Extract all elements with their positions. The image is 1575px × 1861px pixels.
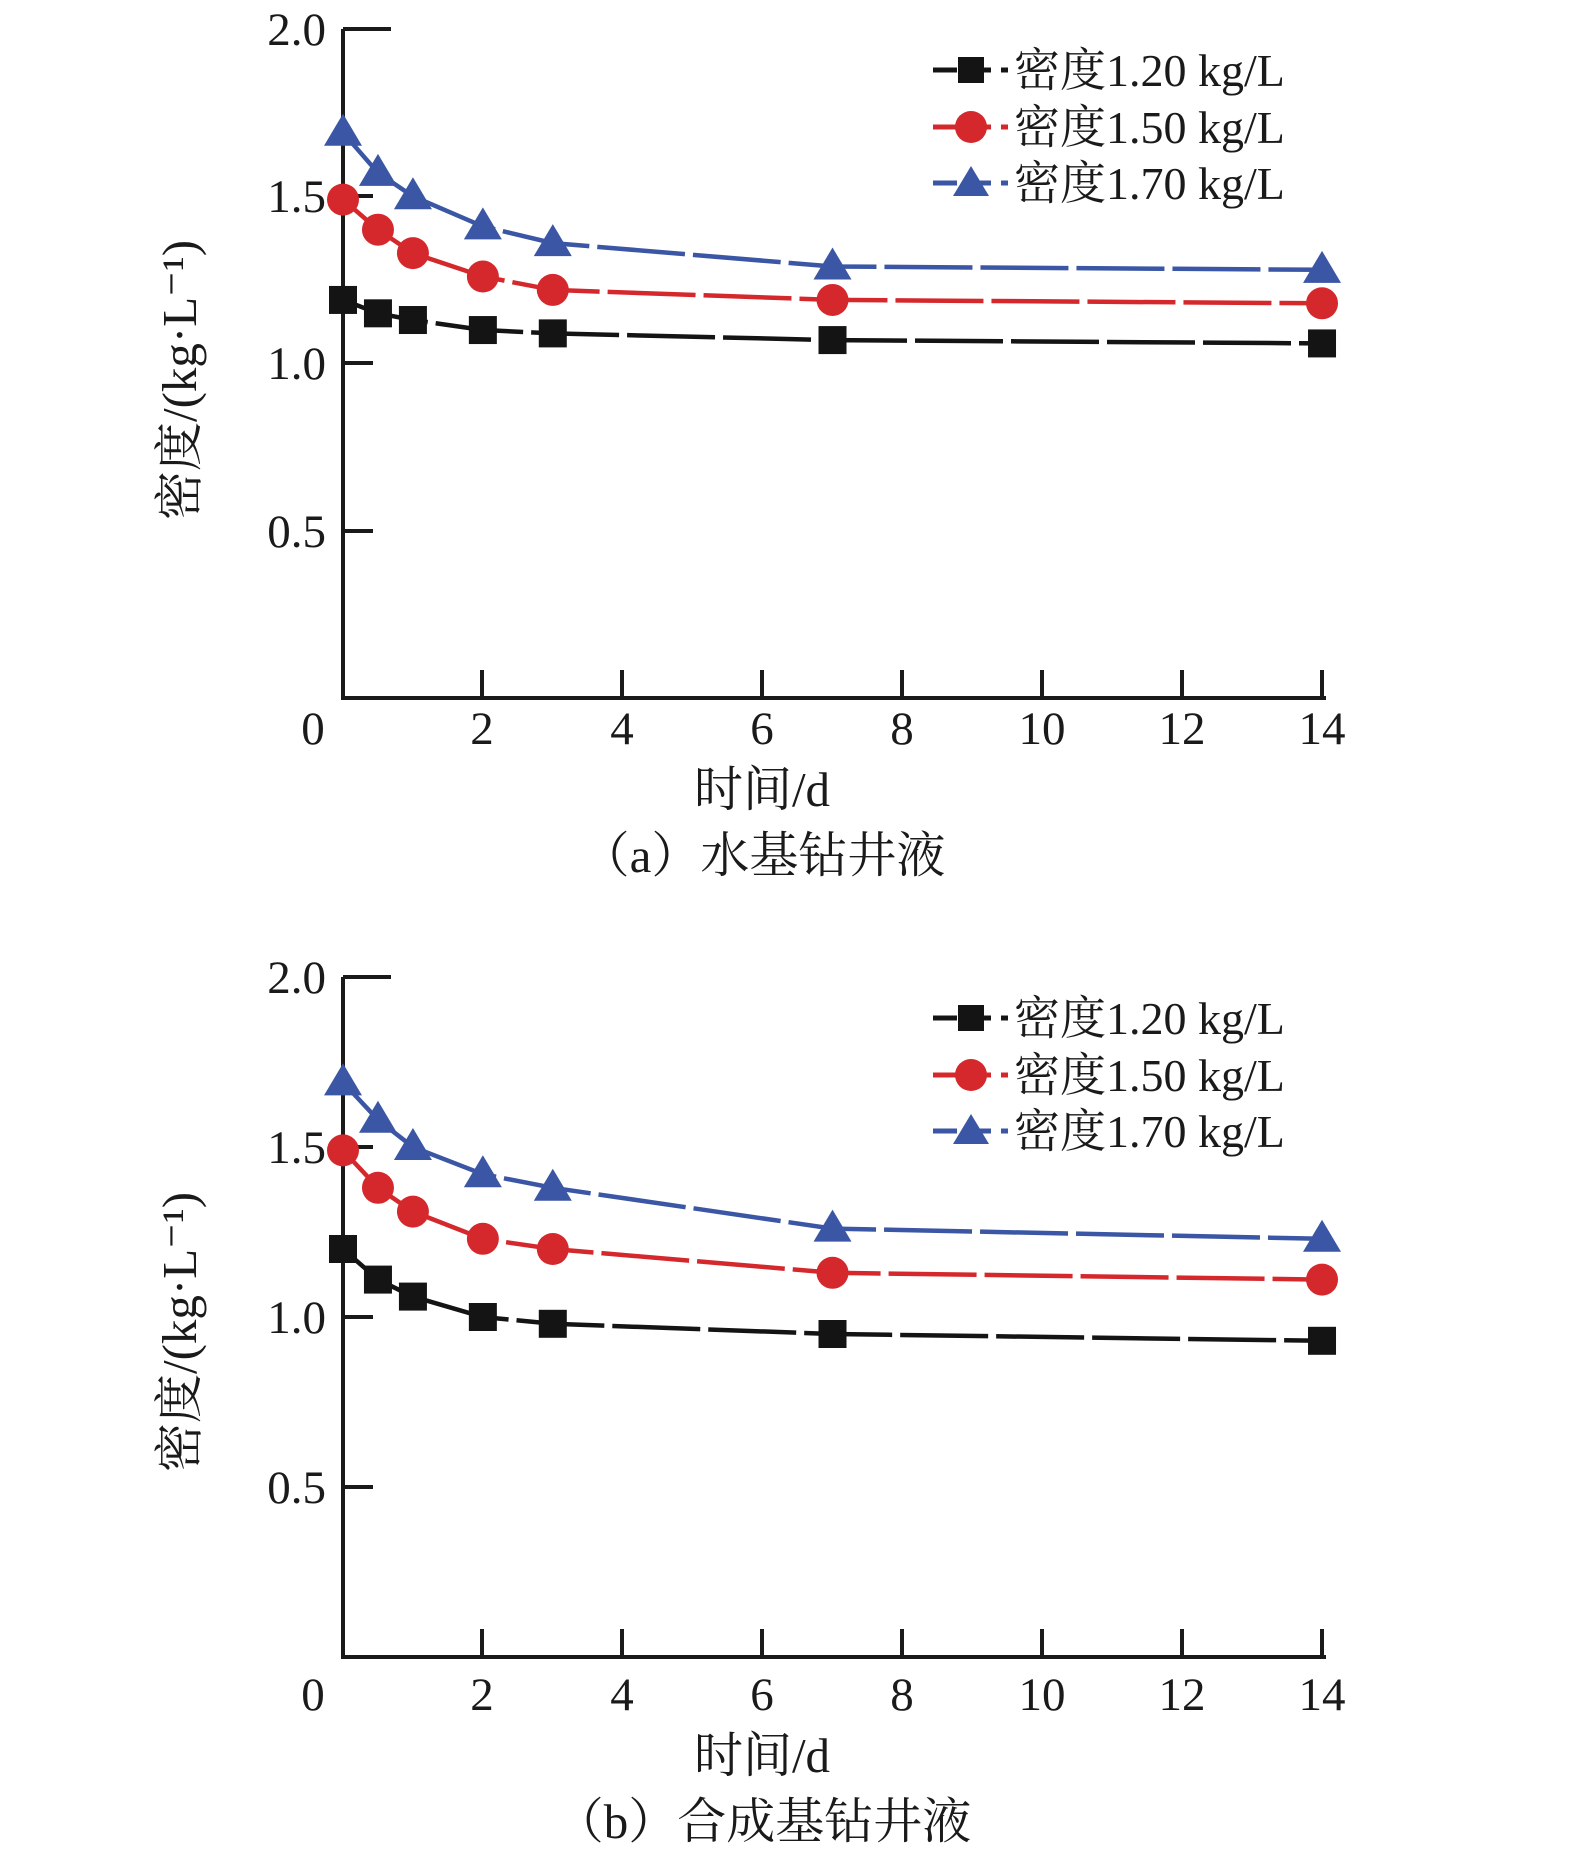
panel-a-xtick-0: 0 [301,703,325,755]
panel-b-legend [933,993,1285,1157]
legend-label-1.50: 密度1.50 kg/L [1014,1050,1285,1101]
data-point-triangle [324,1063,362,1095]
data-point-triangle [394,177,432,209]
data-point-triangle [324,114,362,146]
data-point-square [819,1320,847,1348]
panel-a-xtick-12: 12 [1158,703,1206,755]
data-point-triangle [394,1128,432,1160]
panel-a-xtick-14: 14 [1298,703,1346,755]
data-point-circle [362,1172,394,1204]
data-point-circle [1306,287,1338,319]
legend-label-1.20: 密度1.20 kg/L [1014,993,1285,1044]
legend-square-marker [958,57,984,83]
panel-a-ytick-1.0: 1.0 [267,338,326,390]
data-point-circle [537,1233,569,1265]
panel-b-xtick-2: 2 [470,1669,494,1721]
data-point-square [539,1310,567,1338]
panel-a-xtick-8: 8 [890,703,914,755]
data-point-circle [467,261,499,293]
data-point-square [329,286,357,314]
panel-a-x-axis-title: 时间/d [693,762,831,817]
panel-b-y-axis-title: 密度/(kg·L⁻¹) [152,1191,207,1473]
legend-label-1.70: 密度1.70 kg/L [1014,158,1285,209]
data-point-circle [362,214,394,246]
panel-a-xtick-4: 4 [610,703,634,755]
data-point-square [399,1283,427,1311]
data-point-circle [397,237,429,269]
panel-b [152,952,1346,1849]
panel-b-xtick-6: 6 [750,1669,774,1721]
panel-b-x-ticks [482,1629,1322,1657]
panel-a-y-axis-title: 密度/(kg·L⁻¹) [152,239,207,521]
data-point-square [364,1266,392,1294]
panel-a-ytick-1.5: 1.5 [267,171,326,223]
panel-b-y-ticks [343,977,391,1487]
panel-a [152,4,1346,883]
panel-a-ytick-0.5: 0.5 [267,506,326,558]
data-point-square [469,1303,497,1331]
data-point-square [1308,1327,1336,1355]
legend-square-marker [958,1005,984,1031]
panel-a-caption: （a）水基钻井液 [580,828,946,883]
panel-b-ytick-2.0: 2.0 [267,952,326,1004]
panel-b-ytick-1.0: 1.0 [267,1292,326,1344]
panel-b-ytick-0.5: 0.5 [267,1462,326,1514]
legend-circle-marker [955,1059,987,1091]
panel-b-x-axis-title: 时间/d [693,1728,831,1783]
panel-b-xtick-4: 4 [610,1669,634,1721]
data-point-square [469,316,497,344]
data-point-square [399,306,427,334]
data-point-circle [397,1196,429,1228]
data-point-circle [537,274,569,306]
panel-b-xtick-8: 8 [890,1669,914,1721]
data-point-triangle [1303,1220,1341,1252]
panel-b-ytick-1.5: 1.5 [267,1122,326,1174]
legend-label-1.50: 密度1.50 kg/L [1014,102,1285,153]
legend-label-1.20: 密度1.20 kg/L [1014,45,1285,96]
panel-a-legend [933,45,1285,209]
data-point-square [539,319,567,347]
panel-a-x-ticks [482,670,1322,698]
panel-b-caption: （b）合成基钻井液 [554,1794,972,1849]
panel-b-xtick-10: 10 [1018,1669,1066,1721]
panel-a-xtick-2: 2 [470,703,494,755]
panel-a-ytick-2.0: 2.0 [267,4,326,56]
panel-a-y-ticks [343,29,391,531]
panel-a-xtick-6: 6 [750,703,774,755]
data-point-circle [817,284,849,316]
data-point-square [819,326,847,354]
data-point-circle [1306,1264,1338,1296]
panel-b-xtick-14: 14 [1298,1669,1346,1721]
legend-circle-marker [955,111,987,143]
data-point-square [329,1235,357,1263]
data-point-square [1308,329,1336,357]
data-point-circle [817,1257,849,1289]
data-point-square [364,299,392,327]
data-point-circle [327,184,359,216]
panel-b-xtick-12: 12 [1158,1669,1206,1721]
data-point-triangle [464,207,502,239]
data-point-triangle [1303,251,1341,283]
panel-a-xtick-10: 10 [1018,703,1066,755]
panel-b-xtick-0: 0 [301,1669,325,1721]
legend-label-1.70: 密度1.70 kg/L [1014,1106,1285,1157]
data-point-circle [327,1134,359,1166]
data-point-circle [467,1223,499,1255]
